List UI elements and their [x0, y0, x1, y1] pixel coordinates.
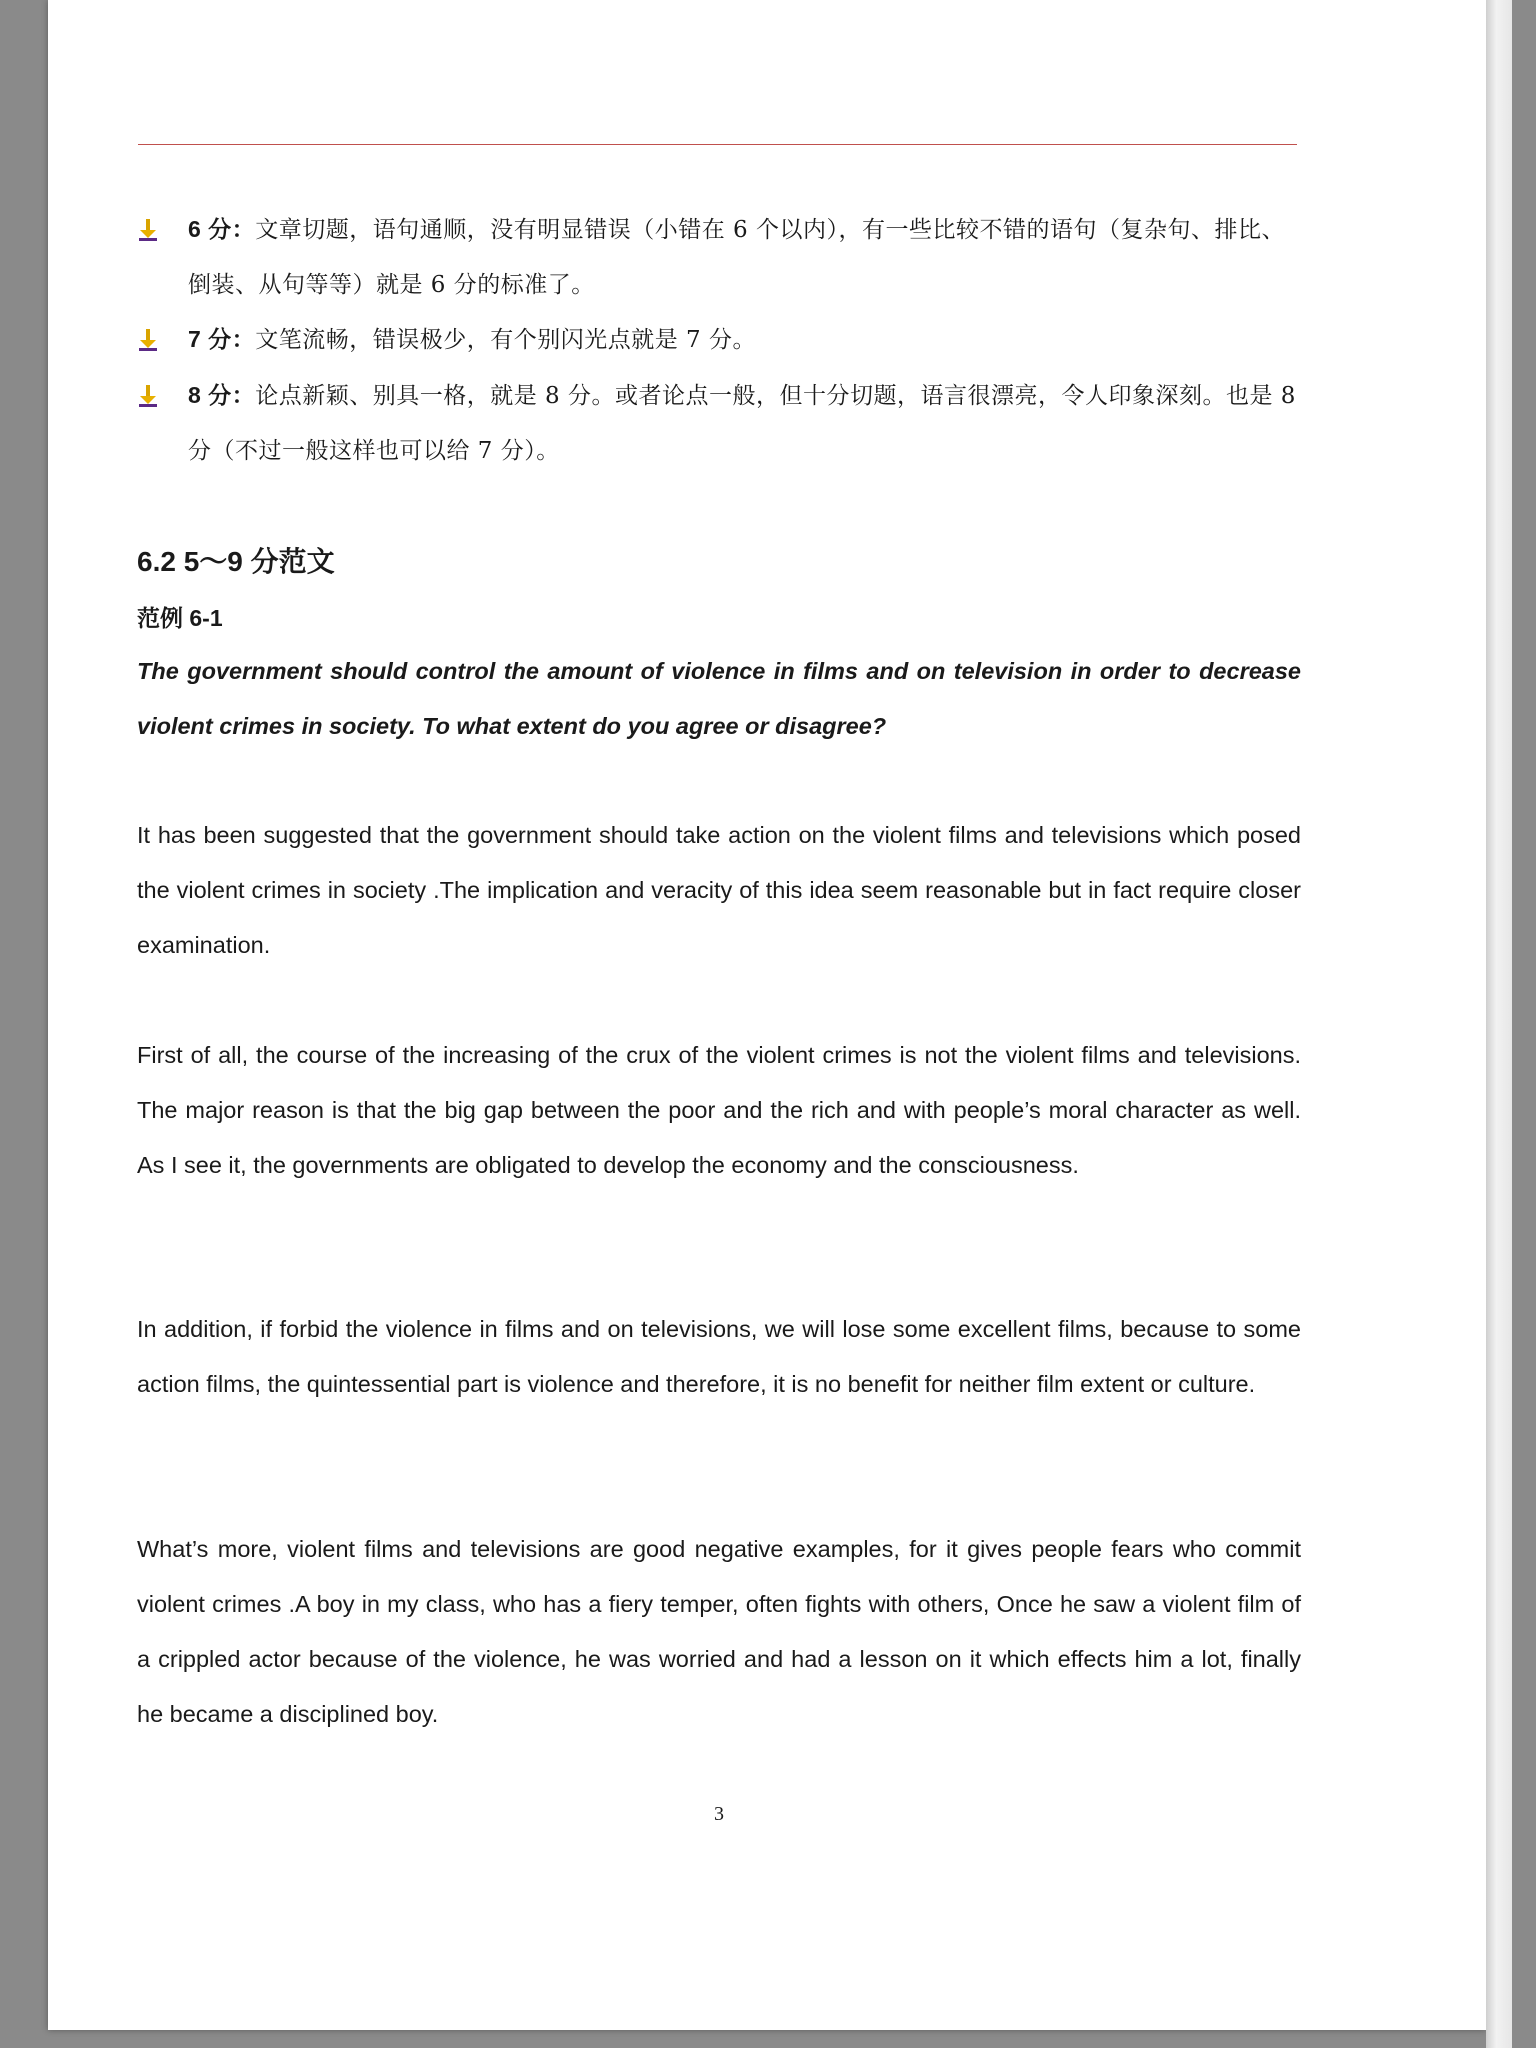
- criteria-item-7: [137, 312, 1301, 368]
- criteria-score: 8 分：: [188, 382, 256, 408]
- criteria-text: [188, 202, 1301, 313]
- criteria-description: 论点新颖、别具一格，就是 8 分。或者论点一般，但十分切题，语言很漂亮，令人印象深刻。也是 8 分（不过一般这样也可以给 7 分）。: [188, 383, 1296, 464]
- criteria-item-6: [137, 202, 1301, 313]
- criteria-description: 文章切题，语句通顺，没有明显错误（小错在 6 个以内），有一些比较不错的语句（复杂句、排比、倒装、从句等等）就是 6 分的标准了。: [188, 217, 1285, 298]
- criteria-description: 文笔流畅，错误极少，有个别闪光点就是 7 分。: [255, 327, 756, 353]
- essay-paragraph: In addition, if forbid the violence in films and on televisions, we will lose some excellent films, because to some action films, the quintessential part is violence and therefore, it is no benefit for neither film extent or culture.: [137, 1316, 1301, 1397]
- example-label: 范例 6-1: [137, 605, 223, 631]
- criteria-score: 6 分：: [188, 216, 256, 242]
- essay-paragraph: First of all, the course of the increasing of the crux of the violent crimes is not the violent films and televisions. The major reason is that the big gap between the poor and the rich and with people’s moral character as well. As I see it, the governments are obligated to develop the economy and the consciousness.: [137, 1042, 1301, 1178]
- page-edge-shadow: [1486, 0, 1512, 2048]
- criteria-item-8: [137, 368, 1301, 479]
- bullet-arrow-icon: [137, 218, 159, 242]
- essay-paragraph: What’s more, violent films and televisions are good negative examples, for it gives people fears who commit violent crimes .A boy in my class, who has a fiery temper, often fights with others, Once he saw a violent film of a crippled actor because of the violence, he was worried and had a lesson on it which effects him a lot, finally he became a disciplined boy.: [137, 1536, 1301, 1727]
- criteria-text: [188, 368, 1301, 479]
- criteria-score: 7 分：: [188, 326, 256, 352]
- bullet-arrow-icon: [137, 328, 159, 352]
- section-heading: 6.2 5～9 分范文: [137, 546, 335, 577]
- page-number: 3: [714, 1803, 724, 1825]
- header-rule: [138, 144, 1297, 145]
- essay-prompt: The government should control the amount of violence in films and on television in order to decrease violent crimes in society. To what extent do you agree or disagree?: [137, 658, 1301, 739]
- bullet-arrow-icon: [137, 384, 159, 408]
- criteria-text: [188, 312, 1301, 368]
- essay-paragraph: It has been suggested that the government should take action on the violent films and televisions which posed the violent crimes in society .The implication and veracity of this idea seem reasonable but in fact require closer examination.: [137, 822, 1301, 958]
